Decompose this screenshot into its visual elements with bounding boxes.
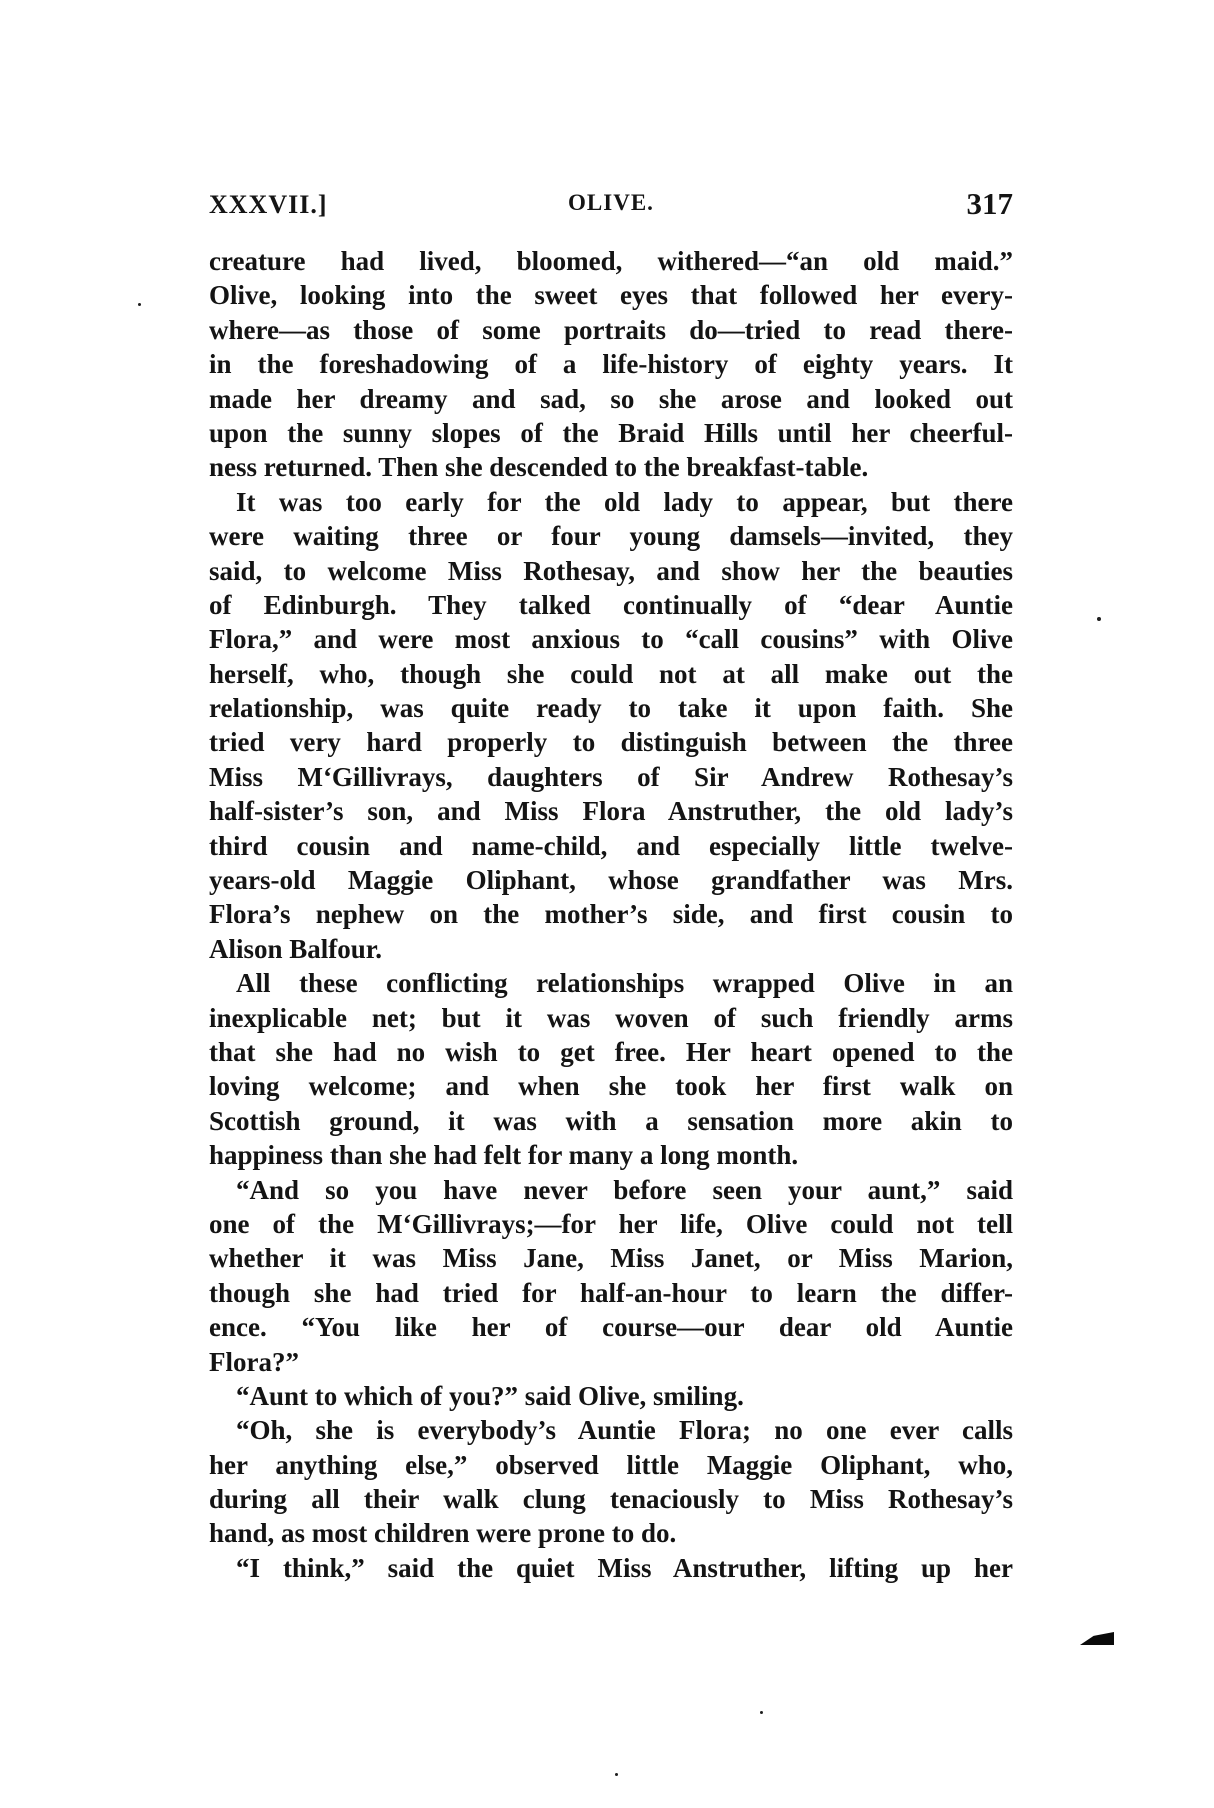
text-line: where—as those of some portraits do—tried to read there- [209,314,1013,345]
text-line: “Aunt to which of you?” said Olive, smiling. [236,1380,744,1411]
text-line: creature had lived, bloomed, withered—“an old maid.” [209,246,1013,276]
text-line: that she had no wish to get free. Her heart opened to the [209,1036,1013,1067]
text-line: half-sister’s son, and Miss Flora Anstruther, the old lady’s [209,796,1013,827]
text-line: whether it was Miss Jane, Miss Janet, or Miss Marion, [209,1243,1013,1274]
text-line: though she had tried for half-an-hour to learn the differ- [209,1277,1013,1308]
chapter-number: XXXVII.] [209,190,328,219]
text-line: in the foreshadowing of a life-history of eighty years. It [209,349,1013,380]
text-line: It was too early for the old lady to appear, but there [236,486,1013,517]
ink-speck [615,1773,618,1776]
text-line: Flora?” [209,1346,299,1377]
body-text [209,244,1013,1585]
text-line: one of the M‘Gillivrays;—for her life, Olive could not tell [209,1208,1013,1239]
page-number: 317 [966,186,1013,221]
text-line: of Edinburgh. They talked continually of “dear Auntie [209,589,1013,620]
text-line: hand, as most children were prone to do. [209,1518,677,1549]
ink-speck [1097,617,1101,621]
text-line: loving welcome; and when she took her first walk on [209,1071,1013,1102]
text-line: inexplicable net; but it was woven of such friendly arms [209,1002,1013,1033]
text-line: ness returned. Then she descended to the breakfast-table. [209,452,869,483]
ink-speck [138,303,141,306]
text-line: relationship, was quite ready to take it upon faith. She [209,693,1013,724]
running-head [209,186,1013,226]
text-line: happiness than she had felt for many a long month. [209,1140,799,1171]
ink-speck [760,1711,763,1714]
text-line: “Oh, she is everybody’s Auntie Flora; no one ever calls [236,1415,1013,1446]
text-line: Scottish ground, it was with a sensation more akin to [209,1105,1013,1136]
book-title: OLIVE. [568,190,654,215]
text-line: All these conflicting relationships wrapped Olive in an [236,968,1013,999]
text-line: herself, who, though she could not at all make out the [209,658,1013,689]
text-line: “And so you have never before seen your aunt,” said [236,1174,1013,1205]
text-line: made her dreamy and sad, so she arose and looked out [209,383,1013,414]
text-line: her anything else,” observed little Maggie Oliphant, who, [209,1449,1013,1480]
text-line: Alison Balfour. [209,933,383,964]
text-line: upon the sunny slopes of the Braid Hills until her cheerful- [209,417,1013,448]
text-line: tried very hard properly to distinguish between the three [209,727,1013,758]
ink-blot [1080,1632,1114,1645]
text-line: Flora’s nephew on the mother’s side, and first cousin to [209,899,1013,930]
text-line: were waiting three or four young damsels—invited, they [209,521,1013,552]
text-line: ence. “You like her of course—our dear old Auntie [209,1312,1013,1343]
text-line: Olive, looking into the sweet eyes that followed her every- [209,280,1013,311]
text-line: said, to welcome Miss Rothesay, and show her the beauties [209,555,1013,586]
text-line: third cousin and name-child, and especially little twelve- [209,830,1013,861]
text-line: during all their walk clung tenaciously to Miss Rothesay’s [209,1484,1013,1515]
text-line: years-old Maggie Oliphant, whose grandfather was Mrs. [209,865,1013,896]
text-line: Flora,” and were most anxious to “call cousins” with Olive [209,624,1013,655]
text-line: Miss M‘Gillivrays, daughters of Sir Andrew Rothesay’s [209,761,1013,792]
text-line: “I think,” said the quiet Miss Anstruther, lifting up her [236,1552,1013,1583]
